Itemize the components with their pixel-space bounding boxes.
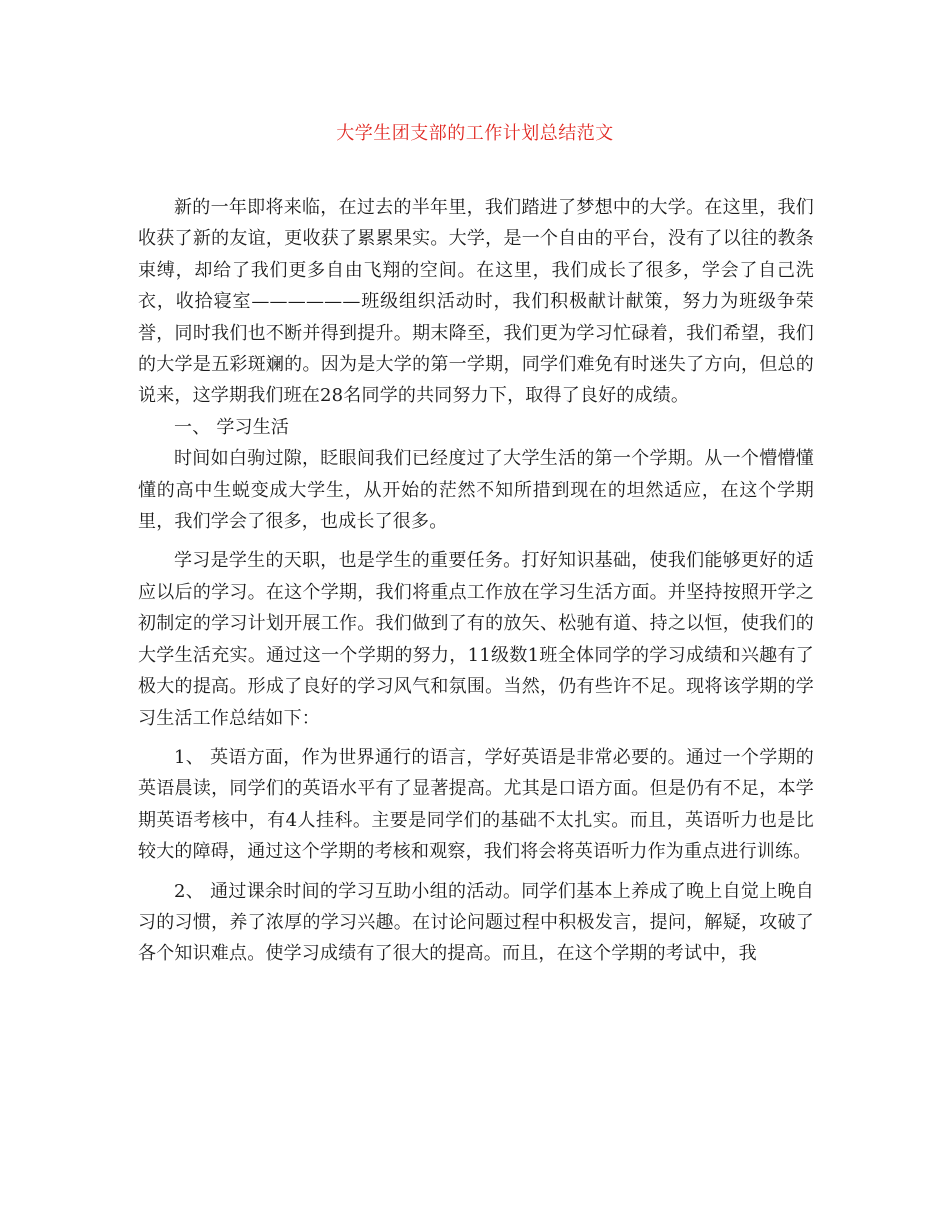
paragraph-study-duty: 学习是学生的天职，也是学生的重要任务。打好知识基础，使我们能够更好的适应以后的学习。在这个学期，我们将重点工作放在学习生活方面。并坚持按照开学之初制定的学习计划开展工作。我们做到了有的放矢、松驰有道、持之以恒，使我们的大学生活充实。通过这一个学期的努力，11级数1班全体同学的学习成绩和兴趣有了极大的提高。形成了良好的学习风气和氛围。当然，仍有些许不足。现将该学期的学习生活工作总结如下： — [138, 550, 814, 729]
document-title: 大学生团支部的工作计划总结范文 — [336, 123, 614, 144]
paragraph-english: 1、 英语方面，作为世界通行的语言，学好英语是非常必要的。通过一个学期的英语晨读，同学们的英语水平有了显著提高。尤其是口语方面。但是仍有不足，本学期英语考核中，有4人挂科。主要是同学们的基础不太扎实。而且，英语听力也是比较大的障碍，通过这个学期的考核和观察，我们将会将英语听力作为重点进行训练。 — [138, 746, 814, 863]
paragraph-intro: 新的一年即将来临，在过去的半年里，我们踏进了梦想中的大学。在这里，我们收获了新的友谊，更收获了累累果实。大学，是一个自由的平台，没有了以往的教条束缚，却给了我们更多自由飞翔的空间。在这里，我们成长了很多，学会了自己洗衣，收拾寝室——————班级组织活动时，我们积极献计献策，努力为班级争荣誉，同时我们也不断并得到提升。期末降至，我们更为学习忙碌着，我们希望，我们的大学是五彩斑斓的。因为是大学的第一学期，同学们难免有时迷失了方向，但总的说来，这学期我们班在28名同学的共同努力下，取得了良好的成绩。 — [138, 197, 814, 407]
paragraph-study-groups: 2、 通过课余时间的学习互助小组的活动。同学们基本上养成了晚上自觉上晚自习的习惯，养了浓厚的学习兴趣。在讨论问题过程中积极发言，提问，解疑，攻破了各个知识难点。使学习成绩有了很大的提高。而且，在这个学期的考试中，我 — [138, 880, 814, 965]
document-body — [138, 192, 814, 970]
section-heading-study-life: 一、 学习生活 — [174, 416, 290, 438]
paragraph-time-passes: 时间如白驹过隙，眨眼间我们已经度过了大学生活的第一个学期。从一个懵懵懂懂的高中生蜕变成大学生，从开始的茫然不知所措到现在的坦然适应，在这个学期里，我们学会了很多，也成长了很多。 — [138, 448, 814, 533]
